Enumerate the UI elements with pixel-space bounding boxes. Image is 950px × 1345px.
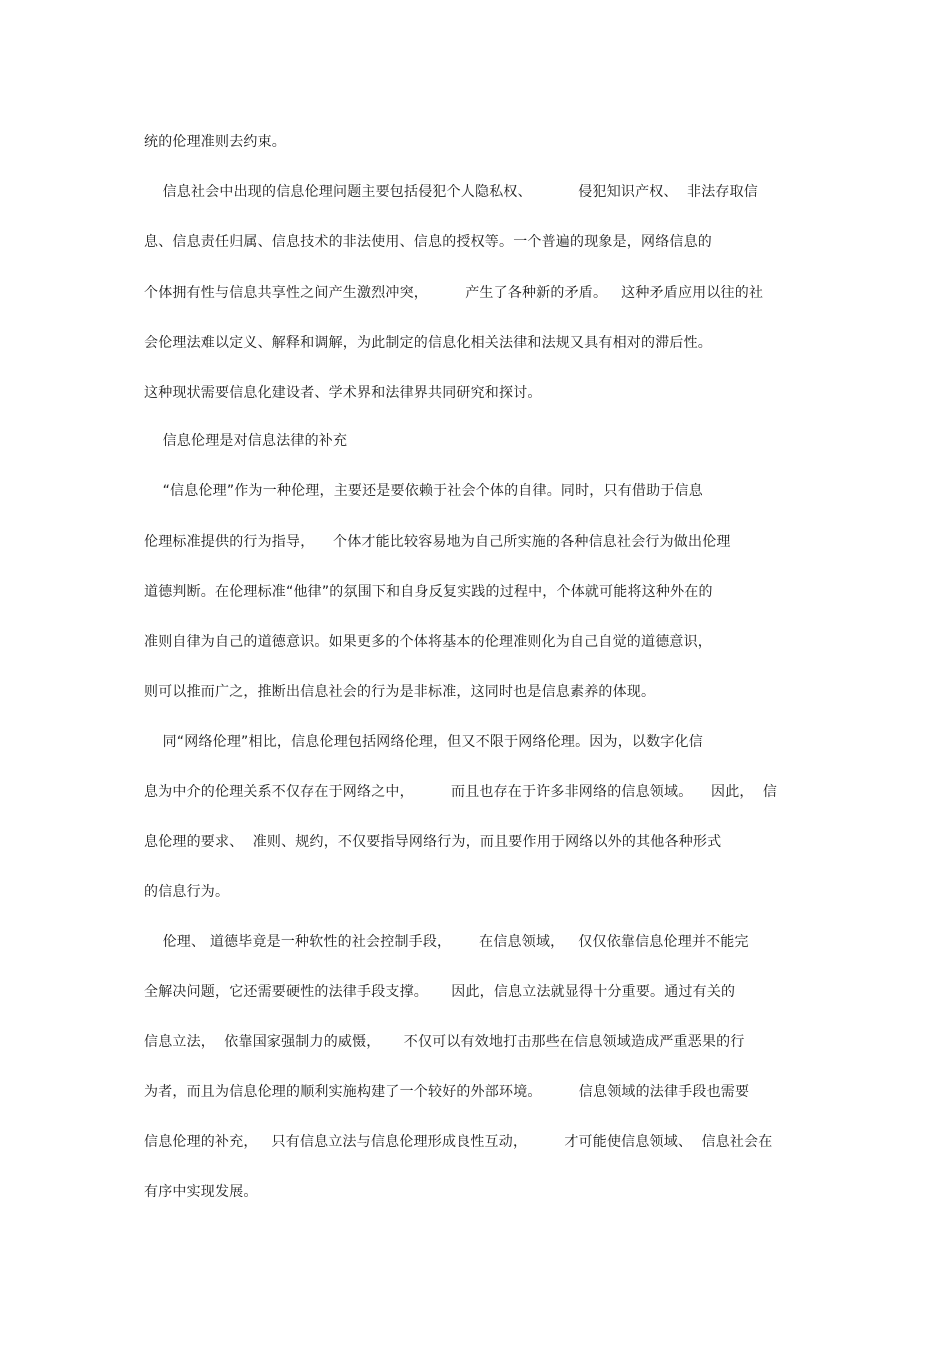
text-line: 信息伦理的补充， 只有信息立法与信息伦理形成良性互动， 才可能使信息领域、 信息社会在 [144,1134,773,1150]
text-line: “信息伦理”作为一种伦理，主要还是要依赖于社会个体的自律。同时，只有借助于信息 [144,483,703,499]
text-line: 息为中介的伦理关系不仅存在于网络之中， 而且也存在于许多非网络的信息领域。 因此， 信 [144,784,778,800]
text-line: 有序中实现发展。 [144,1184,258,1200]
text-line: 统的伦理准则去约束。 [144,134,286,150]
text-line: 伦理、 道德毕竟是一种软性的社会控制手段， 在信息领域， 仅仅依靠信息伦理并不能完 [144,934,749,950]
text-line: 则可以推而广之，推断出信息社会的行为是非标准，这同时也是信息素养的体现。 [144,684,656,700]
text-line: 的信息行为。 [144,884,230,900]
text-line: 全解决问题，它还需要硬性的法律手段支撑。 因此，信息立法就显得十分重要。通过有关的 [144,984,736,1000]
text-line: 信息社会中出现的信息伦理问题主要包括侵犯个人隐私权、 侵犯知识产权、 非法存取信 [144,184,759,200]
text-line: 这种现状需要信息化建设者、学术界和法律界共同研究和探讨。 [144,385,542,401]
text-line: 个体拥有性与信息共享性之间产生激烈冲突， 产生了各种新的矛盾。 这种矛盾应用以往的社 [144,285,764,301]
text-line: 道德判断。在伦理标准“他律”的氛围下和自身反复实践的过程中，个体就可能将这种外在的 [144,584,713,600]
text-line: 准则自律为自己的道德意识。如果更多的个体将基本的伦理准则化为自己自觉的道德意识， [144,634,712,650]
section-heading: 信息伦理是对信息法律的补充 [144,433,348,449]
text-line: 信息立法， 依靠国家强制力的威慑， 不仅可以有效地打击那些在信息领域造成严重恶果的行 [144,1034,745,1050]
text-line: 为者，而且为信息伦理的顺利实施构建了一个较好的外部环境。 信息领域的法律手段也需要 [144,1084,750,1100]
text-line: 伦理标准提供的行为指导， 个体才能比较容易地为自己所实施的各种信息社会行为做出伦理 [144,534,731,550]
text-line: 会伦理法难以定义、解释和调解，为此制定的信息化相关法律和法规又具有相对的滞后性。 [144,335,712,351]
text-line: 同“网络伦理”相比，信息伦理包括网络伦理，但又不限于网络伦理。因为，以数字化信 [144,734,703,750]
text-line: 息伦理的要求、 准则、规约，不仅要指导网络行为，而且要作用于网络以外的其他各种形式 [144,834,722,850]
text-line: 息、信息责任归属、信息技术的非法使用、信息的授权等。一个普遍的现象是，网络信息的 [144,234,712,250]
